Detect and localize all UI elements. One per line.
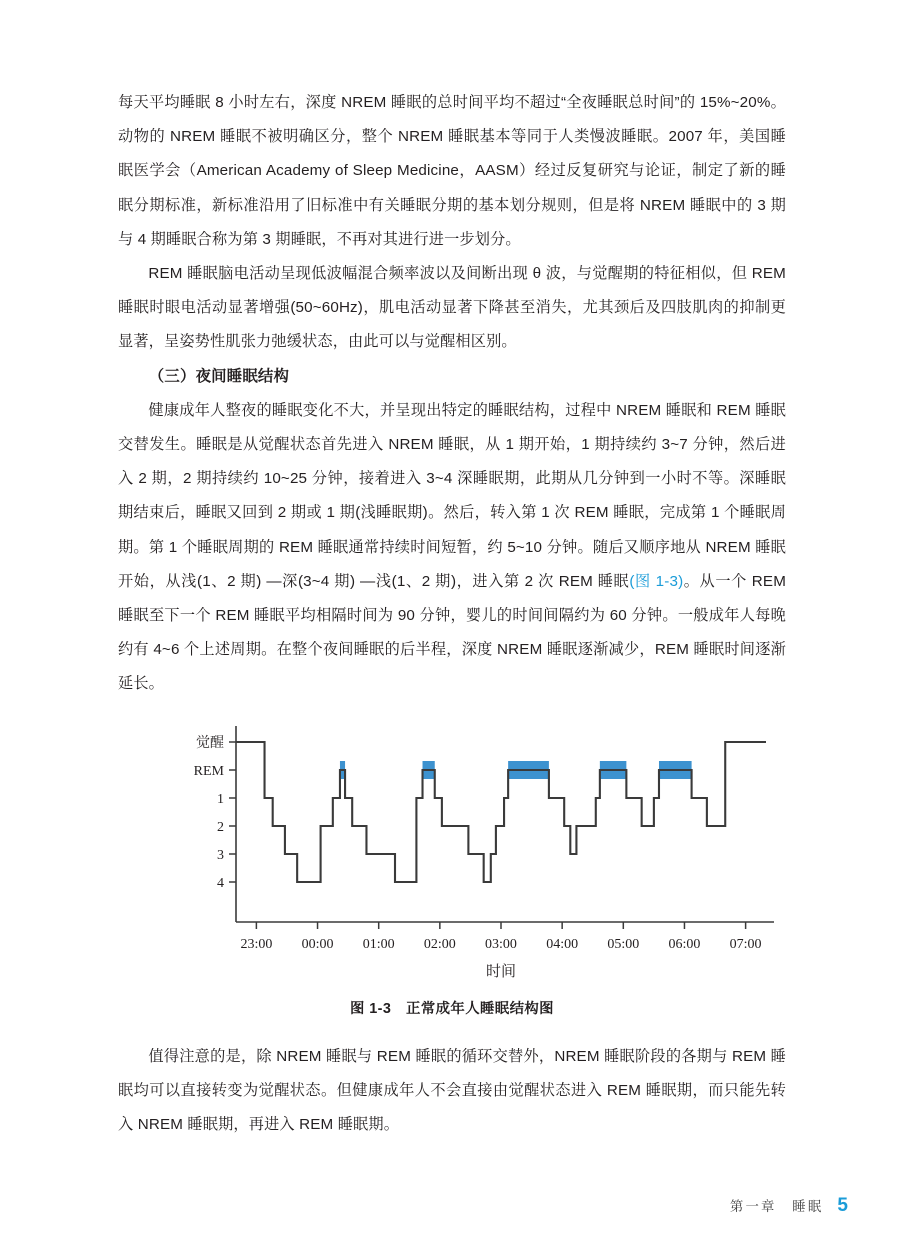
figure-reference-link[interactable]: (图 1-3) (629, 572, 684, 590)
x-axis-title: 时间 (485, 963, 517, 980)
paragraph-before-figure (118, 394, 786, 702)
y-axis-tick-label: 4 (217, 875, 224, 891)
page-footer (730, 1195, 848, 1217)
paragraph-1: 每天平均睡眠 8 小时左右，深度 NREM 睡眠的总时间平均不超过“全夜睡眠总时间”的 15%~20%。动物的 NREM 睡眠不被明确区分，整个 NREM 睡眠基本等同于人类慢波睡眠。2007 年，美国睡眠医学会（American Academy of Sleep Medicine，AASM）经过反复研究与论证，制定了新的睡眠分期标准，新标准沿用了旧标准中有关睡眠分期的基本划分规则，但是将 NREM 睡眠中的 3 期与 4 期睡眠合称为第 3 期睡眠，不再对其进行进一步划分。 (118, 94, 786, 248)
x-axis-tick-label: 05:00 (607, 936, 640, 952)
y-axis-tick-label: 1 (217, 791, 224, 807)
x-axis-tick-label: 01:00 (362, 936, 395, 952)
figure-1-3 (118, 726, 786, 1018)
page-content (118, 86, 786, 1142)
x-axis-tick-label: 04:00 (546, 936, 579, 952)
paragraph-before-figure-part2: 。从一个 REM 睡眠至下一个 REM 睡眠平均相隔时间为 90 分钟，婴儿的时间间隔约为 60 分钟。一般成年人每晚约有 4~6 个上述周期。在整个夜间睡眠的后半程，深度 NREM 睡眠逐渐减少，REM 睡眠时间逐渐延长。 (118, 572, 786, 693)
footer-page-number: 5 (837, 1195, 848, 1216)
x-axis-tick-label: 06:00 (668, 936, 701, 952)
footer-chapter-label: 第一章 睡眠 (729, 1199, 824, 1214)
hypnogram-svg (118, 726, 786, 991)
figure-caption-number: 图 1-3 (350, 1000, 392, 1017)
x-axis-tick-label: 02:00 (423, 936, 456, 952)
paragraph-before-figure-part1: 健康成年人整夜的睡眠变化不大，并呈现出特定的睡眠结构，过程中 NREM 睡眠和 REM 睡眠交替发生。睡眠是从觉醒状态首先进入 NREM 睡眠，从 1 期开始，1 期持续约 3~7 分钟，然后进入 2 期，2 期持续约 10~25 分钟，接着进入 3~4 深睡眠期，此期从几分钟到一小时不等。深睡眠期结束后，睡眠又回到 2 期或 1 期(浅睡眠期)。然后，转入第 1 次 REM 睡眠，完成第 1 个睡眠周期。第 1 个睡眠周期的 REM 睡眠通常持续时间短暂，约 5~10 分钟。随后又顺序地从 NREM 睡眠开始，从浅(1、2 期) —深(3~4 期) —浅(1、2 期)，进入第 2 次 REM 睡眠 (118, 401, 786, 590)
figure-caption (118, 997, 786, 1018)
sub-heading-night-sleep-structure: （三）夜间睡眠结构 (148, 367, 290, 385)
x-axis-tick-label: 03:00 (485, 936, 517, 952)
y-axis-tick-label: 觉醒 (196, 735, 224, 751)
paragraph-after-figure: 值得注意的是，除 NREM 睡眠与 REM 睡眠的循环交替外，NREM 睡眠阶段的各期与 REM 睡眠均可以直接转变为觉醒状态。但健康成年人不会直接由觉醒状态进入 REM 睡眠期，而只能先转入 NREM 睡眠期，再进入 REM 睡眠期。 (118, 1047, 786, 1134)
x-axis-tick-label: 07:00 (729, 936, 762, 952)
hypnogram-chart (118, 726, 786, 991)
y-axis-tick-label: 3 (217, 847, 224, 863)
y-axis-tick-label: REM (193, 763, 224, 779)
paragraph-2: REM 睡眠脑电活动呈现低波幅混合频率波以及间断出现 θ 波，与觉醒期的特征相似，但 REM 睡眠时眼电活动显著增强(50~60Hz)，肌电活动显著下降甚至消失，尤其颈后及四肢肌肉的抑制更显著，呈姿势性肌张力弛缓状态，由此可以与觉醒相区别。 (118, 265, 786, 351)
x-axis-tick-label: 23:00 (240, 936, 273, 952)
figure-caption-title: 正常成年人睡眠结构图 (406, 1000, 554, 1017)
y-axis-tick-label: 2 (217, 819, 224, 835)
x-axis-tick-label: 00:00 (301, 936, 334, 952)
